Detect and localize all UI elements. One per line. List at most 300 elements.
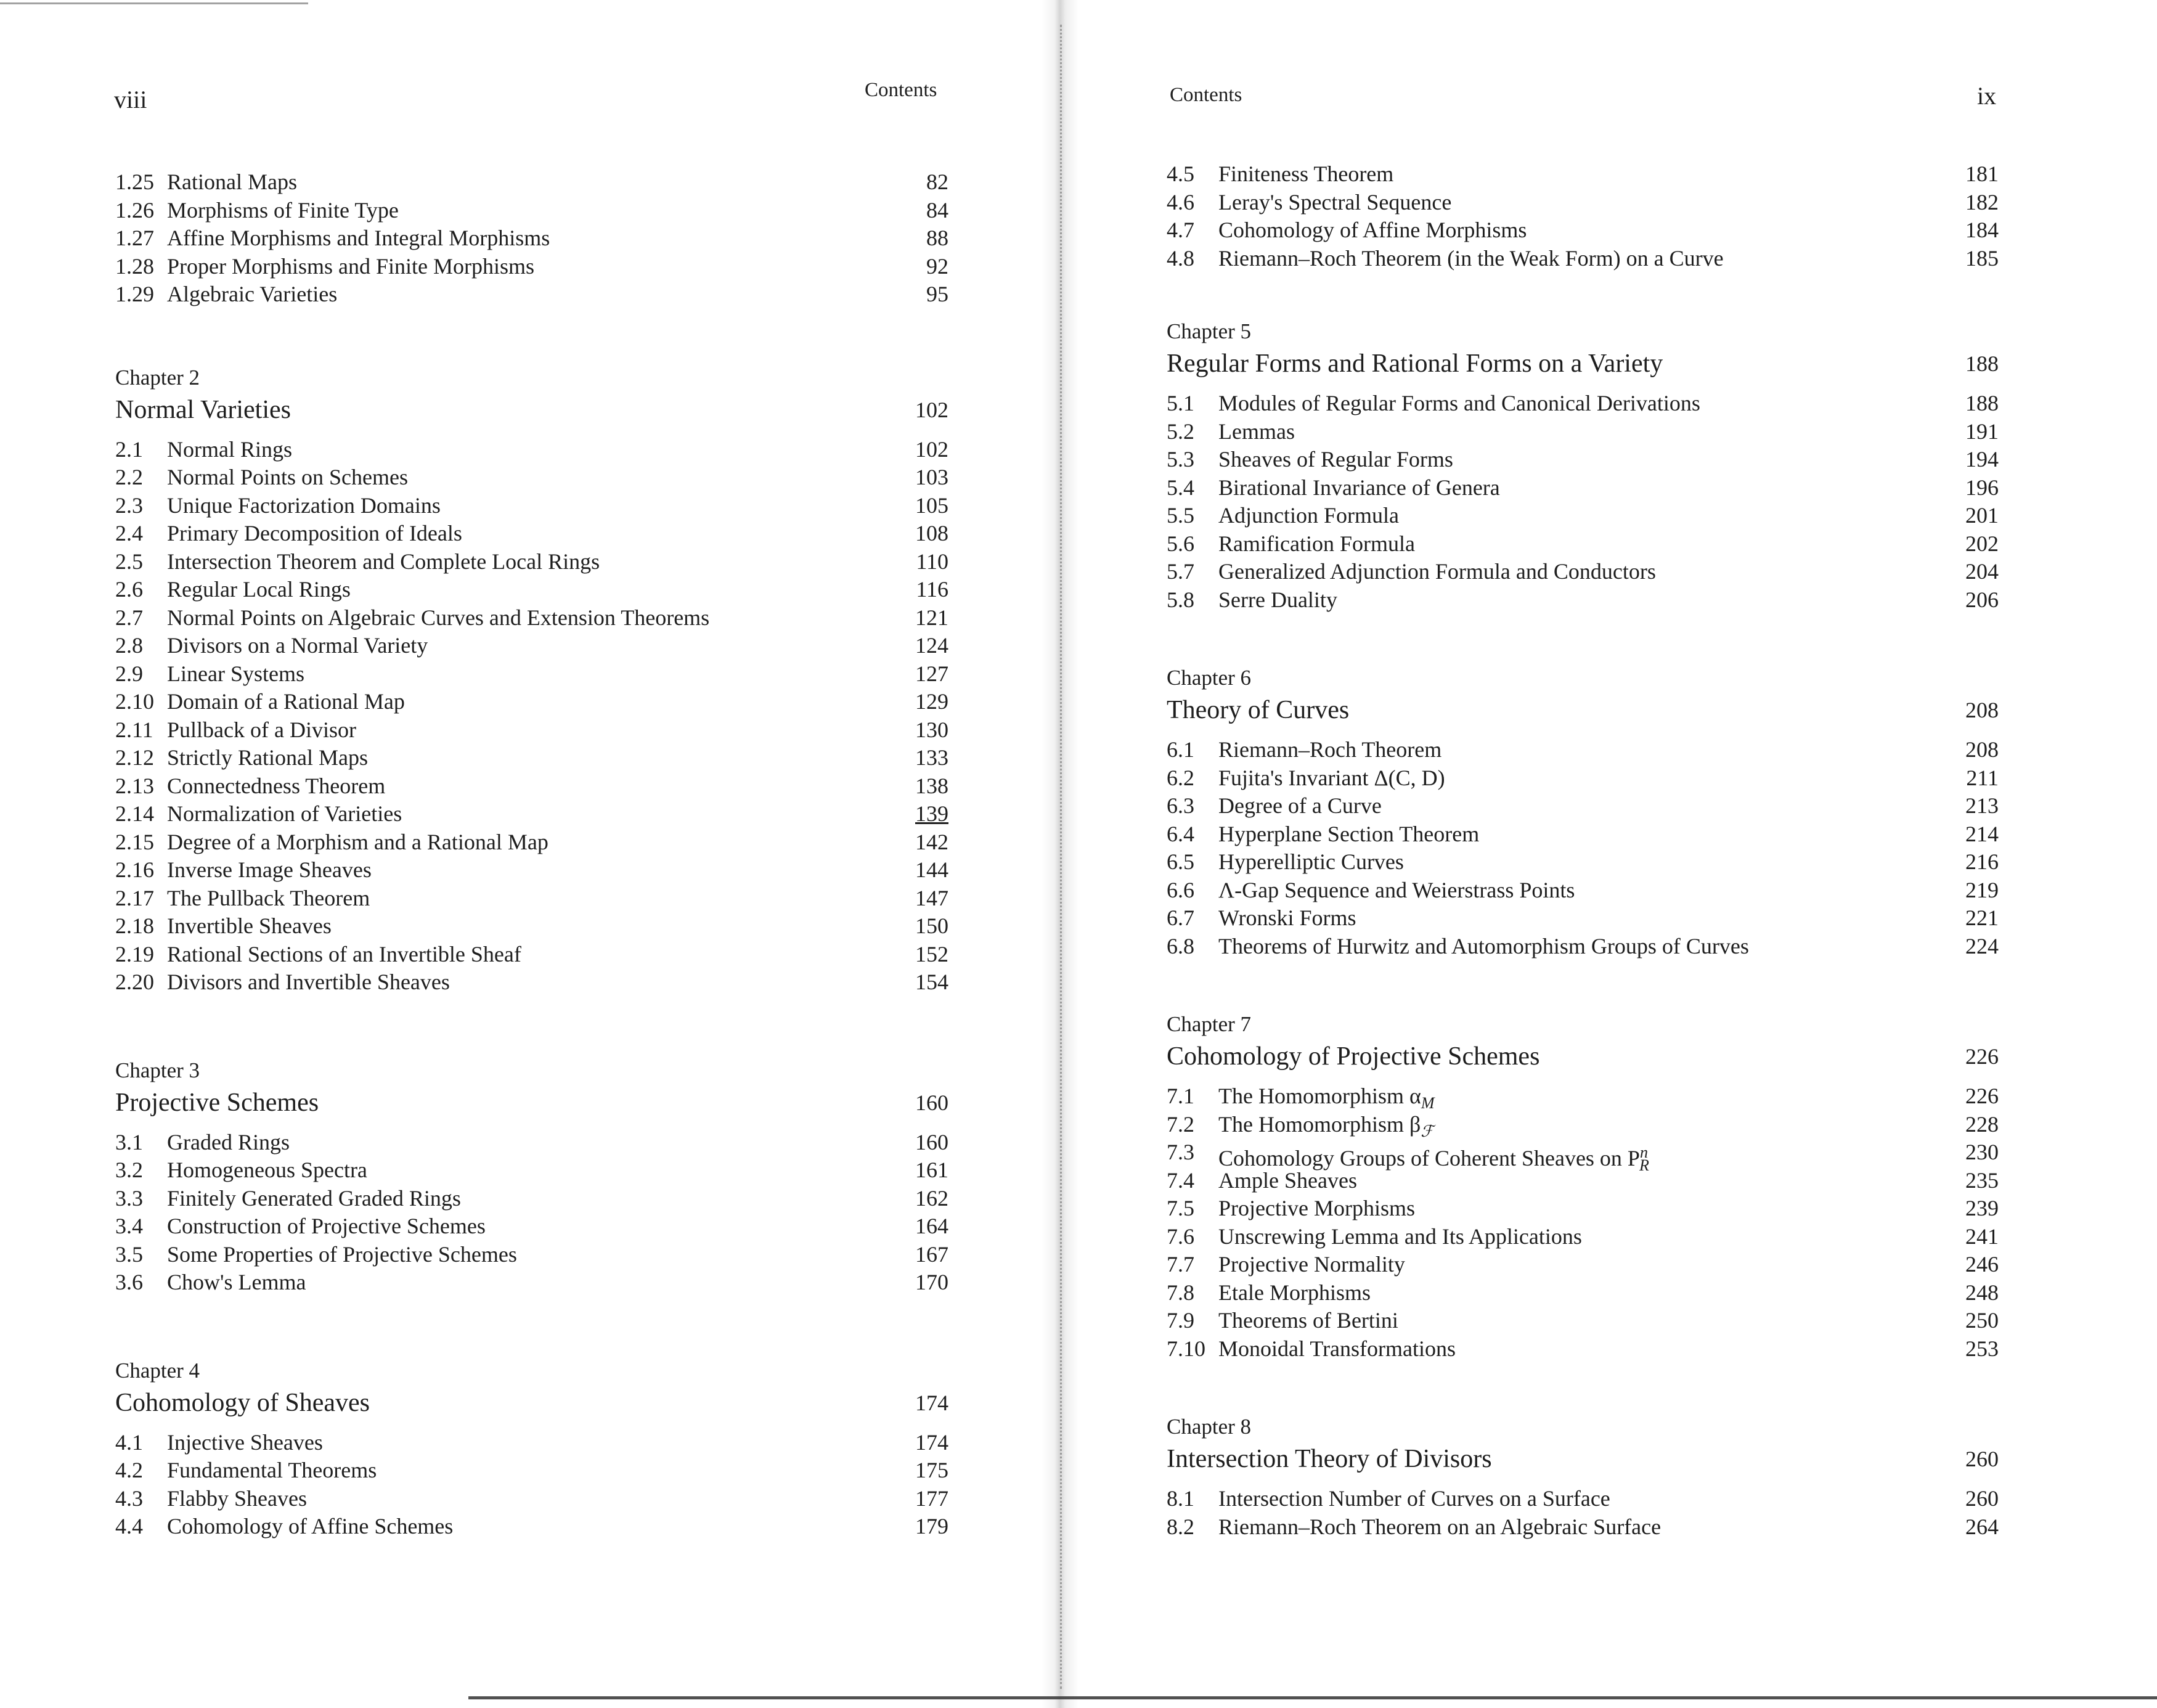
toc-entry [115,1129,948,1157]
entry-page: 204 [1965,559,1999,584]
entry-page: 246 [1965,1252,1999,1277]
entry-number: 2.3 [115,492,143,518]
entry-page: 82 [926,170,948,194]
entry-page: 102 [915,436,948,462]
gutter-binding-line [1060,25,1064,1689]
entry-number: 1.27 [115,226,154,250]
chapter-title-text: Normal Varieties [115,395,291,424]
entry-page: 248 [1965,1280,1999,1305]
chapter-page: 260 [1965,1447,1999,1471]
entry-title: Hyperplane Section Theorem [1218,821,1480,846]
entry-number: 2.9 [115,661,143,686]
entry-number: 2.11 [115,717,153,742]
entry-page: 161 [915,1158,948,1182]
entry-subscript: R [1639,1156,1649,1175]
entry-number: 7.1 [1167,1084,1194,1108]
entry-number: 2.2 [115,465,143,489]
entry-title: Homogeneous Spectra [167,1158,367,1182]
entry-title: Adjunction Formula [1218,503,1399,528]
chapter-label: Chapter 7 [1167,1012,1252,1036]
entry-number: 7.7 [1167,1252,1194,1277]
entry-title: Serre Duality [1218,587,1337,612]
chapter-page: 174 [915,1390,948,1415]
toc-entry [1167,820,1999,849]
entry-page: 124 [915,633,948,658]
toc-entry [115,856,948,885]
entry-page: 152 [915,941,948,966]
entry-title-text: The Homomorphism α [1218,1084,1421,1108]
entry-number: 6.7 [1167,905,1194,930]
entry-page: 185 [1965,245,1999,271]
entry-page: 175 [915,1458,948,1482]
chapter-2 [115,363,948,997]
toc-entry [115,464,948,492]
entry-page: 214 [1965,821,1999,846]
entry-title: Hyperelliptic Curves [1218,849,1404,874]
entry-number: 2.6 [115,577,143,602]
chapter-title-text: Regular Forms and Rational Forms on a Variety [1167,349,1663,378]
entry-number: 6.3 [1167,793,1194,818]
entry-title: Cohomology of Affine Schemes [167,1514,454,1538]
entry-number: 6.5 [1167,849,1194,874]
entry-title: Chow's Lemma [167,1270,306,1294]
entry-title: Lemmas [1218,419,1295,444]
entry-number: 2.10 [115,689,154,714]
entry-page: 191 [1965,419,1999,444]
entry-page: 182 [1965,189,1999,215]
toc-entry [1167,764,1999,793]
entry-page: 213 [1965,793,1999,818]
entry-number: 3.4 [115,1214,143,1238]
toc-entry [1167,586,1999,615]
intro-entries [115,168,948,309]
toc-entry [1167,736,1999,764]
toc-entry [1167,1251,1999,1279]
entry-number: 7.5 [1167,1196,1194,1220]
running-head: Contents [865,79,937,101]
entry-page: 154 [915,970,948,994]
entry-page: 110 [916,549,948,574]
entry-page: 88 [926,226,948,250]
chapter-label: Chapter 6 [1167,666,1252,690]
left-page [0,0,1048,1708]
entry-number: 7.9 [1167,1308,1194,1333]
entry-number: 7.3 [1167,1140,1194,1164]
entry-number: 2.5 [115,549,143,574]
toc-entry [115,520,948,548]
entry-page: 92 [926,253,948,279]
toc-entry [115,828,948,857]
entry-page: 108 [915,521,948,545]
entry-number: 3.1 [115,1129,143,1154]
entry-title-text: Cohomology Groups of Coherent Sheaves on P [1218,1146,1640,1171]
right-toc [1167,160,1999,1600]
entry-page: 116 [916,577,948,602]
entry-number: 5.5 [1167,503,1194,528]
entry-page: 121 [915,605,948,630]
entry-title: Pullback of a Divisor [167,717,356,742]
chapter-title-text: Intersection Theory of Divisors [1167,1445,1492,1473]
toc-entry [115,224,948,253]
toc-entry [1167,1223,1999,1251]
entry-page: 201 [1965,503,1999,528]
toc-entry [115,253,948,281]
entry-title: Some Properties of Projective Schemes [167,1241,517,1267]
entry-title: Monoidal Transformations [1218,1336,1456,1361]
toc-entry [1167,1195,1999,1223]
entry-title: Divisors on a Normal Variety [167,633,428,658]
entry-number: 2.15 [115,829,154,854]
entry-number: 4.2 [115,1458,143,1482]
entry-page: 202 [1965,531,1999,556]
chapter-page: 208 [1965,698,1999,722]
toc-entry [115,885,948,913]
entry-number: 5.8 [1167,587,1194,612]
entry-title: Unique Factorization Domains [167,492,441,518]
chapter-label: Chapter 4 [115,1358,200,1383]
entry-number: 2.7 [115,605,143,630]
entry-page: 239 [1965,1196,1999,1220]
entry-page: 221 [1965,905,1999,930]
entry-title: Morphisms of Finite Type [167,197,399,223]
entry-title: Invertible Sheaves [167,913,332,938]
entry-number: 5.1 [1167,391,1194,415]
entry-title: Regular Local Rings [167,577,351,602]
chapter-8 [1167,1412,1999,1541]
entry-title: Birational Invariance of Genera [1218,475,1500,500]
entry-page: 250 [1965,1308,1999,1333]
entry-number: 2.4 [115,521,143,545]
entry-title: Fundamental Theorems [167,1458,377,1482]
chapter-page: 226 [1965,1044,1999,1069]
entry-number: 1.29 [115,282,154,306]
entry-number: 4.5 [1167,161,1194,186]
entry-number: 2.8 [115,633,143,658]
entry-title: Rational Maps [167,170,297,194]
entry-page: 196 [1965,475,1999,500]
entry-subscript: ℱ [1421,1122,1433,1140]
entry-subscript: M [1421,1094,1435,1113]
entry-page: 228 [1965,1111,1999,1137]
toc-entry [1167,1513,1999,1542]
entry-page: 170 [915,1270,948,1294]
entry-title: Riemann–Roch Theorem on an Algebraic Surface [1218,1514,1662,1539]
entry-title: Riemann–Roch Theorem [1218,737,1442,762]
chapter-7 [1167,1010,1999,1363]
entry-page: 164 [915,1214,948,1238]
entry-page: 139 [915,801,948,826]
entry-number: 8.2 [1167,1514,1194,1539]
toc-entry [115,576,948,604]
toc-entry [115,436,948,464]
toc-entry [1167,558,1999,586]
toc-entry [115,716,948,745]
entry-page: 260 [1965,1486,1999,1511]
entry-title: Degree of a Curve [1218,793,1382,818]
chapter-4 [115,1356,948,1541]
chapter-title [115,393,948,427]
entry-page: 253 [1965,1336,1999,1361]
entry-title: Graded Rings [167,1129,290,1154]
chapter-title [1167,1442,1999,1476]
entry-title: Linear Systems [167,661,304,686]
entry-number: 6.4 [1167,821,1194,846]
toc-entry [115,772,948,801]
chapter-page: 102 [915,397,948,422]
entry-number: 2.12 [115,745,154,770]
entry-page: 177 [915,1485,948,1511]
toc-entry [1167,446,1999,474]
toc-entry [115,1156,948,1185]
toc-entry [115,968,948,997]
entry-number: 2.20 [115,970,154,994]
toc-entry [115,800,948,828]
entry-number: 2.17 [115,885,154,910]
entry-page: 211 [1966,765,1999,790]
entry-page: 138 [915,773,948,798]
entry-number: 7.8 [1167,1280,1194,1305]
toc-entry [1167,1167,1999,1195]
toc-entry [1167,216,1999,245]
entry-title: Normal Rings [167,436,292,462]
chapter-title [115,1386,948,1420]
toc-entry [115,604,948,632]
entry-number: 2.19 [115,941,154,966]
entry-page: 167 [915,1241,948,1267]
right-page [1085,0,2157,1708]
entry-number: 7.4 [1167,1167,1194,1193]
toc-entry [1167,1307,1999,1335]
entry-number: 4.6 [1167,189,1194,215]
toc-entry [1167,848,1999,876]
entry-title: Finitely Generated Graded Rings [167,1185,461,1211]
entry-page: 226 [1965,1084,1999,1108]
entry-title: Primary Decomposition of Ideals [167,521,462,545]
page-number: viii [114,86,147,113]
entry-page: 103 [915,465,948,489]
toc-entry [115,1457,948,1485]
entry-number: 2.16 [115,857,154,882]
entry-number: 2.14 [115,801,154,826]
chapter-label: Chapter 3 [115,1058,200,1082]
entry-number: 2.1 [115,436,143,462]
entry-superscript: n [1639,1143,1648,1161]
entry-title: Strictly Rational Maps [167,745,368,770]
toc-entry [1167,530,1999,558]
toc-entry [1167,876,1999,905]
toc-entry [115,912,948,941]
entry-title: Wronski Forms [1218,905,1356,930]
entry-page: 206 [1965,587,1999,612]
toc-entry [1167,1335,1999,1363]
entry-number: 5.3 [1167,447,1194,472]
entry-number: 5.4 [1167,475,1194,500]
toc-entry [1167,933,1999,961]
chapter-title [1167,693,1999,727]
chapter-page: 188 [1965,351,1999,376]
entry-page: 235 [1965,1167,1999,1193]
entry-title: Riemann–Roch Theorem (in the Weak Form) on a Curve [1218,245,1724,271]
chapter-label: Chapter 5 [1167,319,1252,343]
entry-page: 179 [915,1514,948,1538]
entry-page: 224 [1965,933,1999,958]
entry-number: 6.1 [1167,737,1194,762]
toc-entry [1167,390,1999,418]
entry-page: 84 [926,197,948,223]
toc-entry [115,492,948,520]
entry-title: The Pullback Theorem [167,885,370,910]
entry-number: 4.1 [115,1429,143,1455]
toc-entry [115,1241,948,1269]
toc-entry [1167,418,1999,446]
toc-entry [115,1269,948,1297]
entry-title: Etale Morphisms [1218,1280,1371,1305]
toc-entry [115,1185,948,1213]
toc-entry [1167,1138,1999,1175]
chapter-6 [1167,663,1999,960]
entry-title: Leray's Spectral Sequence [1218,189,1452,215]
toc-entry [115,688,948,716]
entry-number: 8.1 [1167,1486,1194,1511]
entry-number: 1.25 [115,170,154,194]
entry-page: 147 [915,885,948,910]
entry-title: Affine Morphisms and Integral Morphisms [167,226,550,250]
entry-page: 95 [926,282,948,306]
entry-page: 133 [915,745,948,770]
chapter-title [115,1085,948,1120]
entry-title: Cohomology of Affine Morphisms [1218,218,1527,242]
toc-entry [1167,502,1999,530]
entry-page: 181 [1965,161,1999,186]
entry-number: 6.6 [1167,877,1194,902]
entry-title-text: The Homomorphism β [1218,1111,1421,1137]
toc-entry [1167,904,1999,933]
chapter-3 [115,1056,948,1297]
entry-number: 5.6 [1167,531,1194,556]
entry-number: 2.13 [115,773,154,798]
entry-title: Projective Normality [1218,1252,1405,1277]
entry-page: 241 [1965,1224,1999,1249]
entry-title: Projective Morphisms [1218,1196,1415,1220]
toc-entry [1167,1279,1999,1307]
toc-entry [115,1429,948,1457]
chapter-title-text: Theory of Curves [1167,696,1350,724]
toc-entry [115,632,948,660]
entry-number: 6.2 [1167,765,1194,790]
entry-page: 208 [1965,737,1999,762]
toc-entry [115,197,948,225]
entry-title: Modules of Regular Forms and Canonical Derivations [1218,391,1700,415]
chapter-label: Chapter 8 [1167,1415,1252,1439]
entry-number: 4.3 [115,1485,143,1511]
entry-page: 127 [915,661,948,686]
entry-page: 130 [915,717,948,742]
toc-entry [115,744,948,772]
entry-page: 160 [915,1129,948,1154]
toc-entry [115,280,948,309]
entry-title: Theorems of Hurwitz and Automorphism Groups of Curves [1218,933,1749,958]
entry-title: Generalized Adjunction Formula and Conductors [1218,559,1656,584]
entry-title: Intersection Number of Curves on a Surface [1218,1486,1610,1511]
entry-page: 188 [1965,391,1999,415]
entry-title: Theorems of Bertini [1218,1308,1398,1333]
entry-title: Ample Sheaves [1218,1167,1357,1193]
toc-entry [1167,1111,1999,1139]
entry-title: Λ-Gap Sequence and Weierstrass Points [1218,877,1575,902]
entry-page: 219 [1965,877,1999,902]
toc-entry [1167,1082,1999,1111]
entry-title: Normal Points on Schemes [167,465,408,489]
entry-page: 216 [1965,849,1999,874]
entry-title: Finiteness Theorem [1218,161,1394,186]
toc-entry [115,1212,948,1241]
entry-number: 7.10 [1167,1336,1205,1361]
running-head: Contents [1170,84,1242,106]
chapter-title-text: Projective Schemes [115,1088,319,1117]
entry-page: 142 [915,829,948,854]
entry-number: 5.7 [1167,559,1194,584]
entry-page: 105 [915,492,948,518]
chapter-title-text: Cohomology of Projective Schemes [1167,1042,1540,1071]
entry-number: 3.3 [115,1185,143,1211]
entry-number: 6.8 [1167,933,1194,958]
entry-number: 1.28 [115,253,154,279]
toc-entry [1167,474,1999,502]
toc-entry [1167,245,1999,273]
entry-number: 7.6 [1167,1224,1194,1249]
entry-title: Rational Sections of an Invertible Sheaf [167,941,521,966]
entry-title: Flabby Sheaves [167,1485,307,1511]
entry-number: 1.26 [115,197,154,223]
entry-page: 184 [1965,218,1999,242]
toc-entry [115,1513,948,1541]
left-toc [115,168,948,1600]
entry-page: 194 [1965,447,1999,472]
entry-page: 144 [915,857,948,882]
entry-page: 264 [1965,1514,1999,1539]
chapter-title-text: Cohomology of Sheaves [115,1388,370,1417]
toc-entry [115,548,948,576]
entry-number: 2.18 [115,913,154,938]
entry-title: Normal Points on Algebraic Curves and Extension Theorems [167,605,710,630]
entry-title: Algebraic Varieties [167,282,338,306]
toc-entry [115,941,948,969]
toc-entry [1167,189,1999,217]
entry-number: 5.2 [1167,419,1194,444]
entry-title: Divisors and Invertible Sheaves [167,970,450,994]
entry-number: 7.2 [1167,1111,1194,1137]
chapter-label: Chapter 2 [115,365,200,390]
entry-title: Fujita's Invariant Δ(C, D) [1218,765,1445,790]
toc-entry [1167,1485,1999,1513]
entry-title: Construction of Projective Schemes [167,1214,486,1238]
toc-entry [115,1485,948,1513]
entry-number: 3.6 [115,1270,143,1294]
chapter-title [1167,346,1999,381]
entry-number: 4.7 [1167,218,1194,242]
chapter-page: 160 [915,1090,948,1115]
entry-number: 4.4 [115,1514,143,1538]
toc-entry [115,168,948,197]
entry-number: 4.8 [1167,245,1194,271]
entry-title: Connectedness Theorem [167,773,386,798]
entry-title: Injective Sheaves [167,1429,323,1455]
entry-number: 3.2 [115,1158,143,1182]
entry-page: 230 [1965,1140,1999,1164]
entry-title: Intersection Theorem and Complete Local Rings [167,549,600,574]
intro-entries [1167,160,1999,272]
entry-title: Normalization of Varieties [167,801,402,826]
